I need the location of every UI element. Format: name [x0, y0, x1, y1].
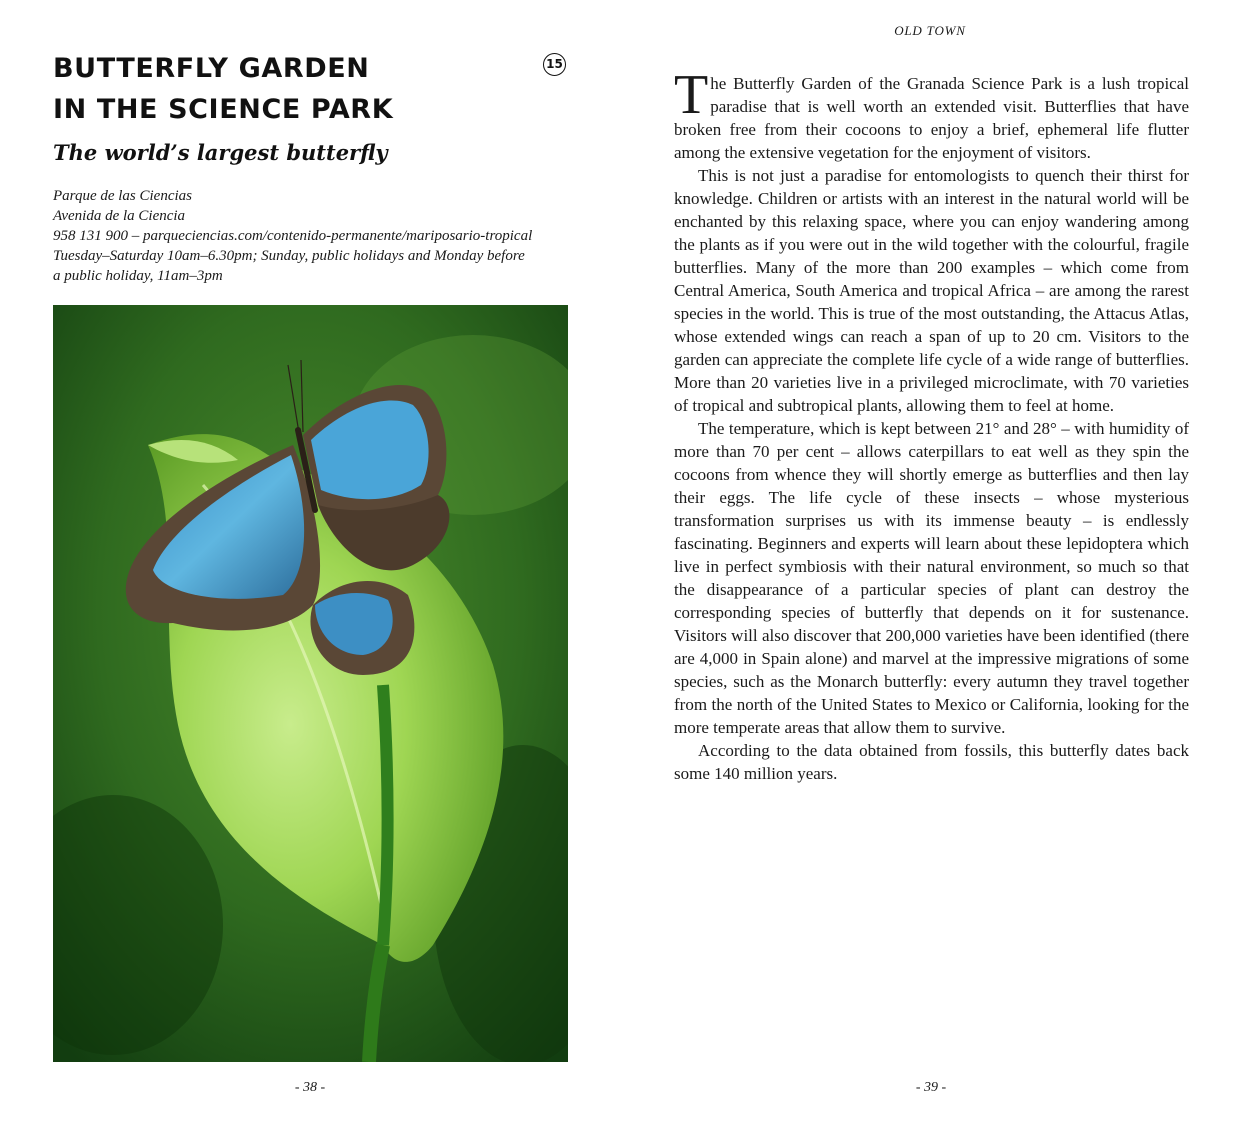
drop-cap: T — [674, 64, 709, 126]
left-page — [0, 0, 620, 1123]
subtitle: The world’s largest butterfly — [53, 140, 388, 165]
opening-hours-line-1: Tuesday–Saturday 10am–6.30pm; Sunday, public holidays and Monday before — [53, 248, 525, 264]
address-venue: Parque de las Ciencias — [53, 188, 193, 204]
paragraph-1-text: he Butterfly Garden of the Granada Science Park is a lush tropical paradise that is well worth an extended visit. Butterflies that have broken free from their cocoons to enjoy a brief, ephemeral life flutter among the extensive vegetation for the enjoyment of visitors. — [674, 74, 1189, 162]
title-line-1: BUTTERFLY GARDEN — [53, 53, 370, 84]
page-title — [53, 48, 523, 130]
article-body — [674, 64, 1189, 785]
entry-number-badge: 15 — [543, 53, 566, 76]
address-street: Avenida de la Ciencia — [53, 208, 186, 224]
right-page — [620, 0, 1241, 1123]
butterfly-photo — [53, 305, 568, 1062]
page-number-right: - 39 - — [915, 1080, 947, 1095]
butterfly-on-leaf-illustration — [53, 305, 568, 1062]
paragraph-3: The temperature, which is kept between 21° and 28° – with humidity of more than 70 per cent – allows caterpillars to eat well as they spin the cocoons from whence they will shortly emerge as butterflies and then lay their eggs. The life cycle of these insects – whose mysterious transformation surprises us with its immense beauty – is endlessly fascinating. Beginners and experts will learn about these lepidoptera which live in perfect symbiosis with their natural environment, so much so that the disappearance of a particular species of plant can destroy the corresponding species of butterfly that depends on it for sustenance. Visitors will also discover that 200,000 varieties have been identified (there are 4,000 in Spain alone) and marvel at the impressive migrations of some species, such as the Monarch butterfly: every autumn they travel together from the north of the United States to Mexico or California, looking for the more temperate areas that allow them to survive. — [674, 419, 1189, 737]
running-head: OLD TOWN — [894, 23, 966, 38]
paragraph-1 — [674, 64, 1189, 164]
paragraph-2: This is not just a paradise for entomologists to quench their thirst for knowledge. Children or artists with an interest in the natural world will be enchanted by this relaxing space, where you can enjoy wandering among the plants as if you were out in the wild together with the colourful, fragile butterflies. Many of the more than 200 examples – which come from Central America, South America and tropical Africa – are among the rarest species in the world. This is true of the most outstanding, the Attacus Atlas, whose extended wings can reach a span of up to 20 cm. Visitors to the garden can appreciate the complete life cycle of a wide range of butterflies. More than 20 varieties live in a privileged microclimate, with 70 varieties of tropical and subtropical plants, allowing them to feel at home. — [674, 166, 1189, 415]
opening-hours-line-2: a public holiday, 11am–3pm — [53, 268, 223, 284]
page-number-left: - 38 - — [294, 1080, 326, 1095]
address-phone-website: 958 131 900 – parqueciencias.com/contenido-permanente/mariposario-tropical — [53, 228, 533, 244]
title-line-2: IN THE SCIENCE PARK — [53, 94, 394, 125]
paragraph-4: According to the data obtained from fossils, this butterfly dates back some 140 million years. — [674, 741, 1189, 783]
address-block — [53, 186, 573, 286]
